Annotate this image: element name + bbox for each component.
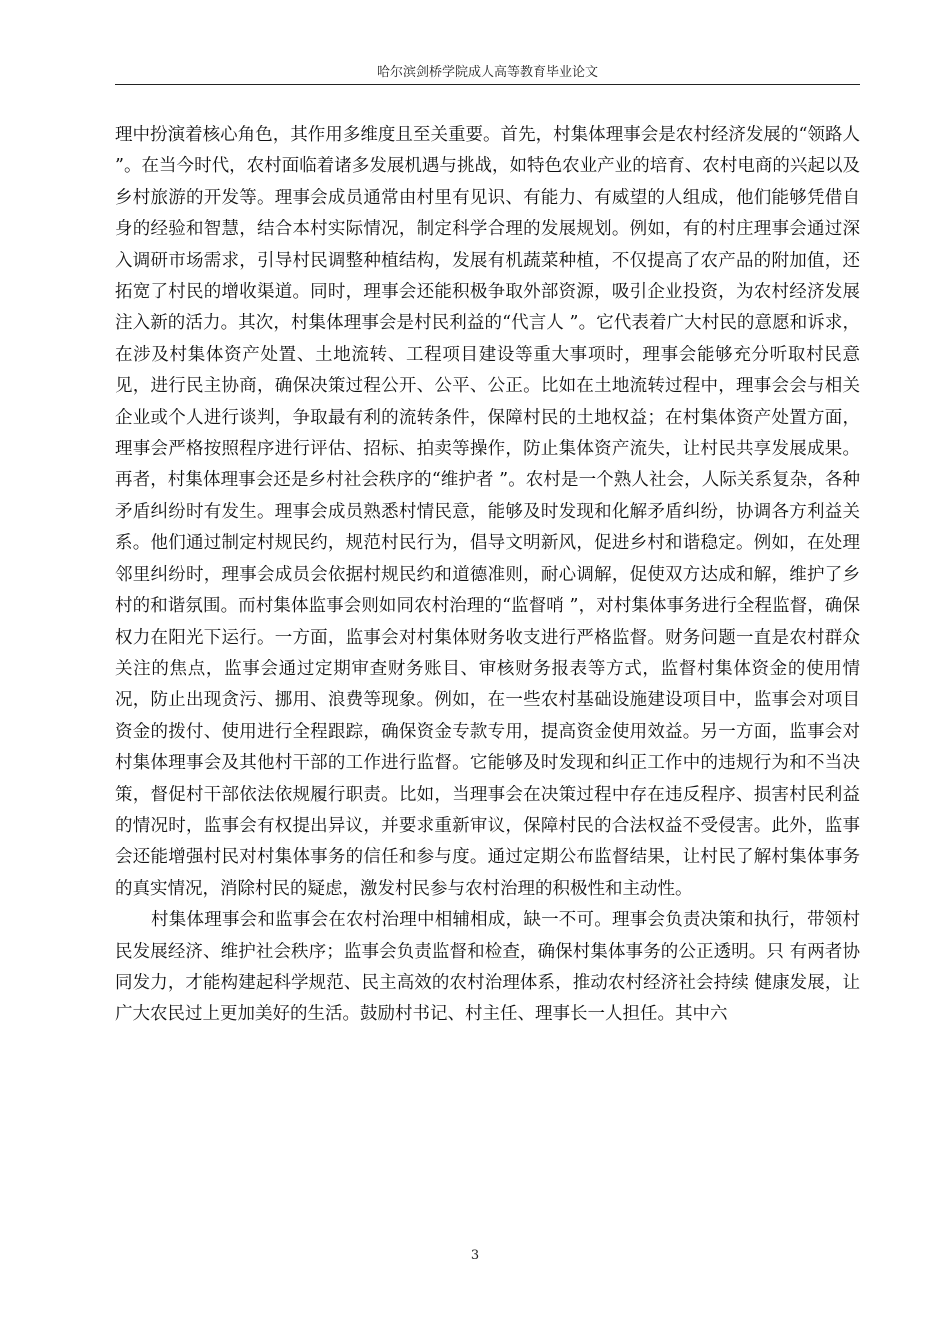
page-header xyxy=(115,62,860,85)
body-paragraph-1: 理中扮演着核心角色，其作用多维度且至关重要。首先，村集体理事会是农村经济发展的“领路人 ”。在当今时代，农村面临着诸多发展机遇与挑战，如特色农业产业的培育、农村电商的兴起以及乡村旅游的开发等。理事会成员通常由村里有见识、有能力、有威望的人组成，他们能够凭借自身的经验和智慧，结合本村实际情况，制定科学合理的发展规划。例如，有的村庄理事会通过深入调研市场需求，引导村民调整种植结构，发展有机蔬菜种植，不仅提高了农产品的附加值，还拓宽了村民的增收渠道。同时，理事会还能积极争取外部资源，吸引企业投资，为农村经济发展注入新的活力。其次，村集体理事会是村民利益的“代言人 ”。它代表着广大村民的意愿和诉求，在涉及村集体资产处置、土地流转、工程项目建设等重大事项时，理事会能够充分听取村民意见，进行民主协商，确保决策过程公开、公平、公正。比如在土地流转过程中，理事会会与相关企业或个人进行谈判，争取最有利的流转条件，保障村民的土地权益；在村集体资产处置方面，理事会严格按照程序进行评估、招标、拍卖等操作，防止集体资产流失，让村民共享发展成果。再者，村集体理事会还是乡村社会秩序的“维护者 ”。农村是一个熟人社会，人际关系复杂，各种矛盾纠纷时有发生。理事会成员熟悉村情民意，能够及时发现和化解矛盾纠纷，协调各方利益关系。他们通过制定村规民约，规范村民行为，倡导文明新风，促进乡村和谐稳定。例如，在处理邻里纠纷时，理事会成员会依据村规民约和道德准则，耐心调解，促使双方达成和解，维护了乡村的和谐氛围。而村集体监事会则如同农村治理的“监督哨 ”，对村集体事务进行全程监督，确保权力在阳光下运行。一方面，监事会对村集体财务收支进行严格监督。财务问题一直是农村群众关注的焦点，监事会通过定期审查财务账目、审核财务报表等方式，监督村集体资金的使用情况，防止出现贪污、挪用、浪费等现象。例如，在一些农村基础设施建设项目中，监事会对项目资金的拨付、使用进行全程跟踪，确保资金专款专用，提高资金使用效益。另一方面，监事会对村集体理事会及其他村干部的工作进行监督。它能够及时发现和纠正工作中的违规行为和不当决策，督促村干部依法依规履行职责。比如，当理事会在决策过程中存在违反程序、损害村民利益的情况时，监事会有权提出异议，并要求重新审议，保障村民的合法权益不受侵害。此外，监事会还能增强村民对村集体事务的信任和参与度。通过定期公布监督结果，让村民了解村集体事务的真实情况，消除村民的疑虑，激发村民参与农村治理的积极性和主动性。 xyxy=(115,125,860,899)
header-title: 哈尔滨剑桥学院成人高等教育毕业论文 xyxy=(376,65,598,80)
document-body xyxy=(115,120,860,1031)
body-paragraph-2: 村集体理事会和监事会在农村治理中相辅相成，缺一不可。理事会负责决策和执行，带领村民发展经济、维护社会秩序；监事会负责监督和检查，确保村集体事务的公正透明。只 有两者协同发力，才能构建起科学规范、民主高效的农村治理体系，推动农村经济社会持续 健康发展，让广大农民过上更加美好的生活。鼓励村书记、村主任、理事长一人担任。其中六 xyxy=(115,910,860,1025)
page-number: 3 xyxy=(470,1248,480,1263)
